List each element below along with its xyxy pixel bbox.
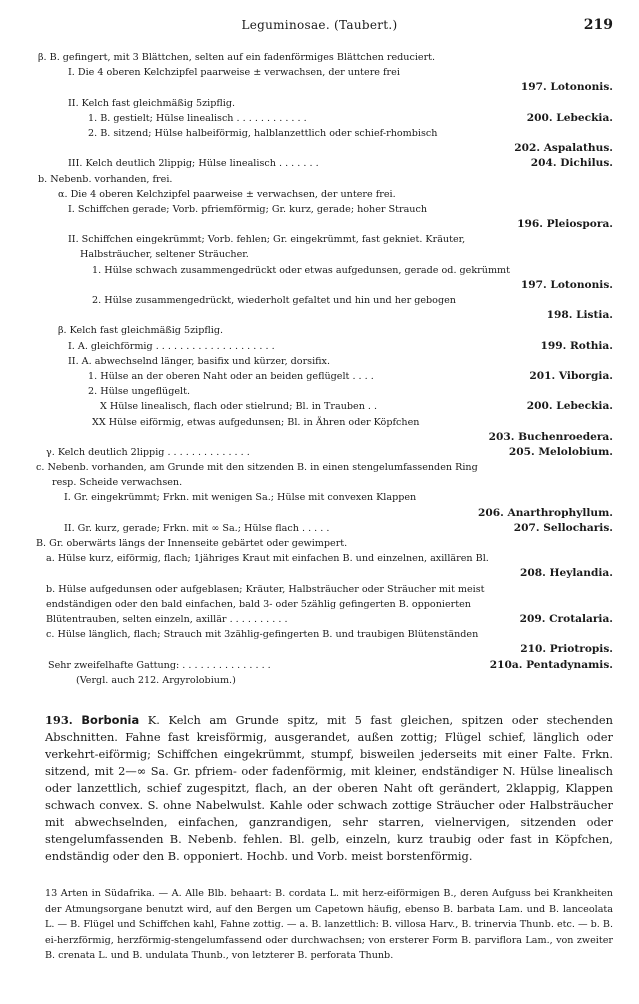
key-line bbox=[0, 536, 639, 551]
key-line bbox=[0, 415, 639, 430]
key-line bbox=[0, 658, 639, 673]
key-line bbox=[0, 247, 639, 262]
genus-number: 193. bbox=[45, 713, 73, 727]
key-line-genus: 199. Rothia. bbox=[540, 339, 613, 352]
key-line-text: I. Die 4 oberen Kelchzipfel paarweise ± verwachsen, der untere frei bbox=[68, 67, 400, 79]
key-line bbox=[0, 293, 639, 308]
genus-description bbox=[45, 712, 613, 865]
key-line-text: b. Nebenb. vorhanden, frei. bbox=[38, 173, 173, 185]
key-line-text: Sehr zweifelhafte Gattung: . . . . . . . . . . . . . . . bbox=[48, 659, 271, 671]
key-line-genus: 208. Heylandia. bbox=[520, 567, 613, 580]
key-line-text: Blütentrauben, selten einzeln, axillär . . . . . . . . . . bbox=[46, 613, 288, 625]
key-line-genus: 201. Viborgia. bbox=[529, 369, 613, 382]
key-line bbox=[0, 278, 639, 293]
key-line-text: 2. Hülse zusammengedrückt, wiederholt gefaltet und hin und her gebogen bbox=[92, 295, 456, 306]
key-line-text: Halbsträucher, seltener Sträucher. bbox=[80, 249, 249, 261]
running-head: Leguminosae. (Taubert.) bbox=[241, 18, 398, 32]
key-line bbox=[0, 156, 639, 171]
key-line-text: B. Gr. oberwärts längs der Innenseite gebärtet oder gewimpert. bbox=[36, 538, 348, 549]
key-line bbox=[0, 323, 639, 338]
key-line-text: II. Gr. kurz, gerade; Frkn. mit ∞ Sa.; Hülse flach . . . . . bbox=[64, 522, 330, 534]
key-line-text: XX Hülse eiförmig, etwas aufgedunsen; Bl. in Ähren oder Köpfchen bbox=[92, 416, 420, 428]
key-line bbox=[0, 202, 639, 217]
key-line bbox=[0, 521, 639, 536]
key-line-text: 1. Hülse an der oberen Naht oder an beiden geflügelt . . . . bbox=[88, 370, 374, 382]
key-line bbox=[0, 141, 639, 156]
key-line-genus: 197. Lotononis. bbox=[520, 278, 613, 291]
key-line bbox=[0, 673, 639, 688]
key-line bbox=[0, 339, 639, 354]
key-line bbox=[0, 111, 639, 126]
species-notes: 13 Arten in Südafrika. — A. Alle Blb. behaart: B. cordata L. mit herz-eiförmigen B., deren Aufguss bei Krankheiten der Atmungsorgane benutzt wird, auf den Bergen um Capetown häufig, ebenso B. barbata Lam. und B. lanceolata L. — B. Flügel und Schiffchen kahl, Fahne zottig. — a. B. lanzettlich: B. villosa Harv., B. trinervia Thunb. etc. — b. B. ei-herzförmig, herzförmig-stengelumfassend oder durchwachsen; von ersterer Form B. parviflora Lam., von zweiter B. crenata L. und B. undulata Thunb., von letzterer B. perforata Thunb. bbox=[45, 888, 613, 962]
key-line bbox=[0, 263, 639, 278]
key-line bbox=[0, 582, 639, 597]
key-line-text: c. Hülse länglich, flach; Strauch mit 3zählig-gefingerten B. und traubigen Blütenständen bbox=[46, 629, 479, 641]
key-line-text: 1. B. gestielt; Hülse linealisch . . . . . . . . . . . . bbox=[88, 112, 307, 124]
genus-description-text: Kelch am Grunde spitz, mit 5 fast gleichen, spitzen oder stechenden Abschnitten. Fahne fast kreisförmig, ausgerandet, außen zottig; Flügel schief, länglich oder verkehrt-eiförmig; Schiffchen eingekrümmt, stumpf, bisweilen jederseits mit einer Falte. Frkn. sitzend, mit 2—∞ Sa. Gr. pfriem- oder fadenförmig, mit kleiner, endständiger N. Hülse linealisch oder lanzettlich, schief zugespitzt, flach, an der oberen Naht oft gerändert, 2klappig, Klappen schwach convex. S. ohne Nabelwulst. Kahle oder schwach zottige Sträucher oder Halbsträucher mit abwechselnden, einfachen, ganzrandigen, sehr starren, vielnervigen, sitzenden oder stengelumfassenden B. Nebenb. fehlen. Bl. gelb, einzeln, kurz traubig oder fast in Köpfchen, endständig oder den B. opponiert. Hochb. und Vorb. meist borstenförmig. bbox=[45, 713, 614, 863]
page-header bbox=[0, 18, 639, 38]
key-line bbox=[0, 172, 639, 187]
key-line-genus: 203. Buchenroedera. bbox=[488, 430, 613, 443]
key-line-genus: 202. Aspalathus. bbox=[514, 142, 613, 155]
key-line bbox=[0, 551, 639, 566]
key-line-genus: 197. Lotononis. bbox=[520, 81, 613, 94]
key-line-genus: 198. Listia. bbox=[546, 309, 613, 322]
key-line bbox=[0, 506, 639, 521]
page-number: 219 bbox=[583, 17, 613, 33]
key-line-text: β. B. gefingert, mit 3 Blättchen, selten auf ein fadenförmiges Blättchen reduciert. bbox=[38, 52, 436, 63]
key-line bbox=[0, 642, 639, 657]
key-line-text: endständigen oder den bald einfachen, bald 3- oder 5zählig gefingerten B. opponierten bbox=[46, 598, 471, 610]
key-line bbox=[0, 384, 639, 399]
key-line bbox=[0, 490, 639, 505]
key-line bbox=[0, 232, 639, 247]
key-line bbox=[0, 430, 639, 445]
key-line bbox=[0, 460, 639, 475]
key-line-text: α. Die 4 oberen Kelchzipfel paarweise ± verwachsen, der untere frei. bbox=[58, 188, 396, 200]
key-line bbox=[0, 445, 639, 460]
key-line-genus: 200. Lebeckia. bbox=[526, 400, 613, 413]
key-line-genus: 196. Pleiospora. bbox=[517, 218, 613, 231]
key-line-text: γ. Kelch deutlich 2lippig . . . . . . . . . . . . . . bbox=[46, 446, 250, 458]
key-line bbox=[0, 50, 639, 65]
key-line-text: II. Schiffchen eingekrümmt; Vorb. fehlen; Gr. eingekrümmt, fast gekniet. Kräuter, bbox=[68, 234, 466, 246]
key-line bbox=[0, 597, 639, 612]
key-line-text: (Vergl. auch 212. Argyrolobium.) bbox=[76, 674, 236, 686]
key-line-genus: 210a. Pentadynamis. bbox=[489, 658, 613, 671]
genus-author: K. bbox=[147, 713, 160, 727]
key-line-genus: 206. Anarthrophyllum. bbox=[477, 506, 613, 519]
genus-name: Borbonia bbox=[81, 713, 140, 727]
key-line-text: III. Kelch deutlich 2lippig; Hülse linealisch . . . . . . . bbox=[68, 158, 319, 170]
key-line-text: 2. Hülse ungeflügelt. bbox=[88, 386, 191, 398]
key-line-genus: 200. Lebeckia. bbox=[526, 111, 613, 124]
key-line-genus: 205. Melolobium. bbox=[508, 445, 613, 458]
key-line bbox=[0, 354, 639, 369]
key-line-text: 2. B. sitzend; Hülse halbeiförmig, halblanzettlich oder schief-rhombisch bbox=[88, 127, 438, 139]
key-line-text: a. Hülse kurz, eiförmig, flach; 1jähriges Kraut mit einfachen B. und einzelnen, axillären Bl. bbox=[46, 553, 489, 565]
key-line-text: I. A. gleichförmig . . . . . . . . . . . . . . . . . . . . bbox=[68, 340, 275, 352]
key-line bbox=[0, 612, 639, 627]
key-line-text: I. Schiffchen gerade; Vorb. pfriemförmig; Gr. kurz, gerade; hoher Strauch bbox=[68, 203, 428, 215]
key-line bbox=[0, 308, 639, 323]
key-line-genus: 207. Sellocharis. bbox=[513, 521, 613, 534]
key-line bbox=[0, 65, 639, 80]
key-line bbox=[0, 217, 639, 232]
key-line-genus: 210. Priotropis. bbox=[520, 643, 613, 656]
key-line bbox=[0, 80, 639, 95]
key-line-text: 1. Hülse schwach zusammengedrückt oder etwas aufgedunsen, gerade od. gekrümmt bbox=[92, 264, 510, 276]
key-line bbox=[0, 126, 639, 141]
key-line bbox=[0, 627, 639, 642]
key-line-text: I. Gr. eingekrümmt; Frkn. mit wenigen Sa.; Hülse mit convexen Klappen bbox=[64, 492, 417, 504]
key-line-genus: 209. Crotalaria. bbox=[519, 612, 613, 625]
key-line-text: resp. Scheide verwachsen. bbox=[52, 477, 183, 489]
key-line bbox=[0, 399, 639, 414]
key-line-genus: 204. Dichilus. bbox=[530, 157, 613, 170]
key-line bbox=[0, 369, 639, 384]
key-line-text: II. Kelch fast gleichmäßig 5zipflig. bbox=[68, 97, 236, 109]
key-line bbox=[0, 187, 639, 202]
key-line bbox=[0, 96, 639, 111]
key-line-text: β. Kelch fast gleichmäßig 5zipflig. bbox=[58, 325, 224, 337]
key-line-text: X Hülse linealisch, flach oder stielrund; Bl. in Trauben . . bbox=[100, 401, 378, 413]
key-line-text: b. Hülse aufgedunsen oder aufgeblasen; Kräuter, Halbsträucher oder Sträucher mit meist bbox=[46, 583, 485, 595]
identification-key bbox=[0, 50, 639, 688]
key-line bbox=[0, 475, 639, 490]
key-line-text: II. A. abwechselnd länger, basifix und kürzer, dorsifix. bbox=[68, 355, 331, 367]
key-line-text: c. Nebenb. vorhanden, am Grunde mit den sitzenden B. in einen stengelumfassenden Ring bbox=[36, 462, 478, 474]
key-line bbox=[0, 566, 639, 581]
